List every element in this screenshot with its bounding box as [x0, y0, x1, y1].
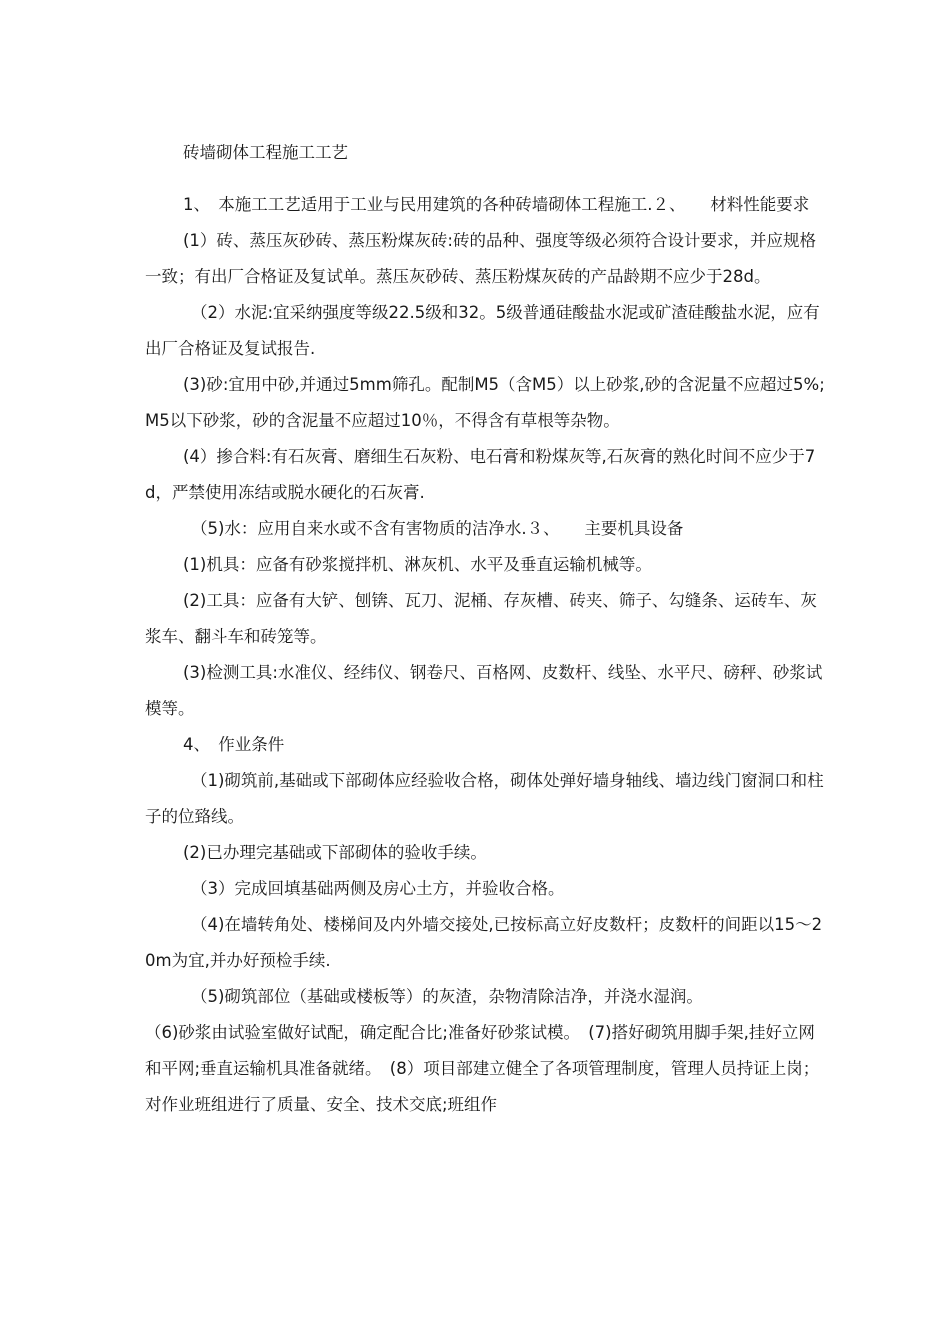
paragraph-scope: 1、 本施工工艺适用于工业与民用建筑的各种砖墙砌体工程施工.２、 材料性能要求	[183, 195, 810, 214]
paragraph-water: （5)水：应用自来水或不含有害物质的洁净水.３、 主要机具设备	[191, 519, 684, 538]
paragraph-admixture: (4）掺合料:有石灰膏、磨细生石灰粉、电石膏和粉煤灰等,石灰膏的熟化时间不应少于7d，严禁使用冻结或脱水硬化的石灰膏.	[145, 447, 816, 502]
paragraph-condition-5: （5)砌筑部位（基础或楼板等）的灰渣，杂物清除洁净，并浇水湿润。	[191, 987, 703, 1006]
paragraph-work-conditions-heading: 4、 作业条件	[183, 735, 285, 754]
paragraph-machinery: (1)机具：应备有砂浆搅拌机、淋灰机、水平及垂直运输机械等。	[183, 555, 652, 574]
paragraph-condition-3: （3）完成回填基础两侧及房心土方，并验收合格。	[191, 879, 565, 898]
paragraph-sand: (3)砂:宜用中砂,并通过5mm筛孔。配制M5（含M5）以上砂浆,砂的含泥量不应超过5%;M5以下砂浆，砂的含泥量不应超过10％，不得含有草根等杂物。	[145, 375, 825, 430]
paragraph-cement: （2）水泥:宜采纳强度等级22.5级和32。5级普通硅酸盐水泥或矿渣硅酸盐水泥，应有出厂合格证及复试报告.	[145, 303, 820, 358]
paragraph-condition-6-8: （6)砂浆由试验室做好试配，确定配合比;准备好砂浆试模。 (7)搭好砌筑用脚手架,挂好立网和平网;垂直运输机具准备就绪。 (8）项目部建立健全了各项管理制度，管理人员持证上岗；对作业班组进行了质量、安全、技术交底;班组作	[145, 1023, 820, 1114]
document-body	[145, 118, 825, 1123]
paragraph-condition-1: （1)砌筑前,基础或下部砌体应经验收合格，砌体处弹好墙身轴线、墙边线门窗洞口和柱子的位臵线。	[145, 771, 824, 826]
paragraph-condition-4: （4)在墙转角处、楼梯间及内外墙交接处,已按标高立好皮数杆；皮数杆的间距以15～20m为宜,并办好预检手续.	[145, 915, 823, 970]
paragraph-brick: (1）砖、蒸压灰砂砖、蒸压粉煤灰砖:砖的品种、强度等级必须符合设计要求，并应规格一致；有出厂合格证及复试单。蒸压灰砂砖、蒸压粉煤灰砖的产品龄期不应少于28d。	[145, 231, 816, 286]
paragraph-condition-2: (2)已办理完基础或下部砌体的验收手续。	[183, 843, 487, 862]
paragraph-testing-tools: (3)检测工具:水准仪、经纬仪、钢卷尺、百格网、皮数杆、线坠、水平尺、磅秤、砂浆试模等。	[145, 663, 823, 718]
paragraph-tools: (2)工具：应备有大铲、刨锛、瓦刀、泥桶、存灰槽、砖夹、筛子、勾缝条、运砖车、灰浆车、翻斗车和砖笼等。	[145, 591, 817, 646]
document-title: 砖墙砌体工程施工工艺	[183, 142, 348, 162]
